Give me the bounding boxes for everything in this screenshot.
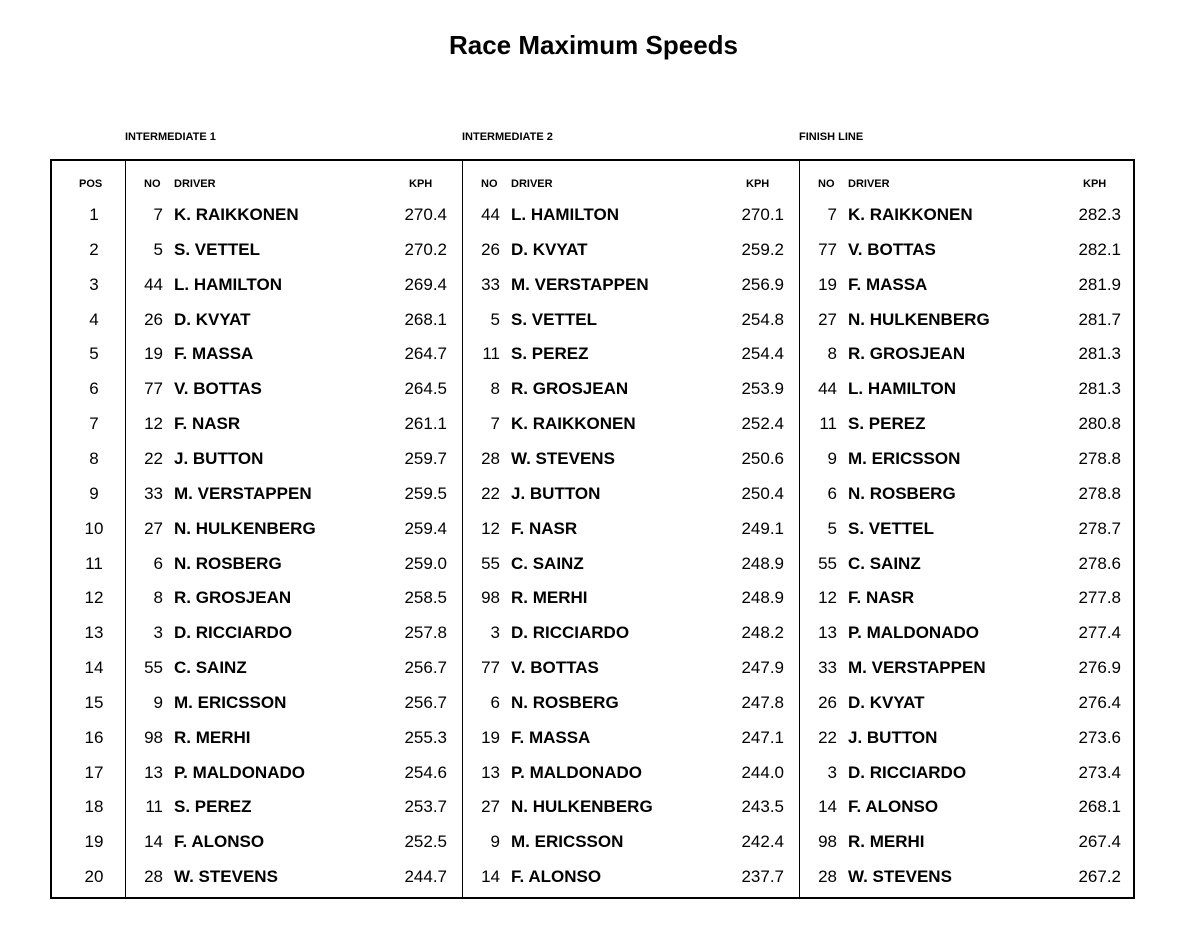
car-number-cell: 11: [482, 344, 500, 364]
car-number-cell: 7: [827, 205, 837, 224]
speeds-table: [50, 159, 1135, 899]
car-number-cell: 5: [827, 518, 837, 538]
driver-cell: S. VETTEL: [511, 309, 597, 329]
speed-cell: 273.4: [1078, 762, 1121, 782]
car-number-cell: 13: [144, 762, 163, 782]
speed-cell: 258.5: [404, 588, 447, 608]
driver-cell: D. KVYAT: [511, 239, 588, 259]
driver-cell: L. HAMILTON: [848, 379, 956, 399]
page-title: Race Maximum Speeds: [448, 30, 738, 60]
car-number-cell: 8: [490, 379, 500, 399]
driver-cell: S. PEREZ: [174, 797, 252, 817]
driver-cell: V. BOTTAS: [848, 239, 936, 259]
car-number-cell: 44: [818, 379, 837, 399]
driver-cell: N. ROSBERG: [848, 483, 956, 503]
driver-cell: N. ROSBERG: [174, 553, 282, 573]
driver-cell: D. RICCIARDO: [848, 762, 967, 782]
speed-cell: 243.5: [741, 797, 784, 817]
car-number-cell: 5: [490, 309, 500, 329]
section-label-intermediate-2: INTERMEDIATE 2: [462, 131, 553, 143]
driver-cell: K. RAIKKONEN: [848, 205, 973, 224]
speed-cell: 270.2: [404, 239, 447, 259]
speed-cell: 250.4: [741, 483, 784, 503]
position-cell: 16: [84, 727, 104, 747]
section-label-finish-line: FINISH LINE: [799, 131, 864, 143]
driver-cell: R. MERHI: [174, 727, 251, 747]
car-number-cell: 22: [144, 448, 163, 468]
car-number-cell: 98: [144, 727, 163, 747]
speed-cell: 259.7: [404, 448, 447, 468]
speed-cell: 242.4: [741, 832, 784, 852]
car-number-cell: 19: [818, 274, 837, 294]
driver-cell: W. STEVENS: [848, 867, 952, 887]
driver-cell: V. BOTTAS: [174, 379, 262, 399]
position-cell: 13: [84, 623, 104, 643]
car-number-cell: 14: [144, 832, 163, 852]
car-number-cell: 22: [481, 483, 500, 503]
position-cell: 15: [84, 692, 104, 712]
driver-cell: R. GROSJEAN: [511, 379, 629, 399]
car-number-cell: 33: [818, 658, 837, 678]
speed-cell: 254.6: [404, 762, 447, 782]
speed-cell: 255.3: [404, 727, 447, 747]
speed-cell: 247.8: [741, 692, 784, 712]
driver-cell: R. MERHI: [511, 588, 588, 608]
driver-cell: M. ERICSSON: [511, 832, 624, 852]
car-number-cell: 12: [481, 518, 500, 538]
car-number-cell: 55: [144, 658, 163, 678]
speed-cell: 264.5: [404, 379, 447, 399]
speed-cell: 252.5: [404, 832, 447, 852]
driver-cell: P. MALDONADO: [511, 762, 642, 782]
position-cell: 8: [89, 448, 99, 468]
driver-cell: M. VERSTAPPEN: [848, 658, 986, 678]
car-number-cell: 12: [144, 414, 163, 434]
driver-cell: D. KVYAT: [174, 309, 251, 329]
driver-cell: P. MALDONADO: [174, 762, 305, 782]
car-number-cell: 14: [818, 797, 837, 817]
car-number-cell: 33: [144, 483, 163, 503]
car-number-cell: 44: [481, 205, 500, 224]
speed-cell: 250.6: [741, 448, 784, 468]
car-number-cell: 27: [818, 309, 837, 329]
speed-cell: 259.0: [404, 553, 447, 573]
car-number-cell: 26: [818, 692, 837, 712]
driver-cell: W. STEVENS: [511, 448, 615, 468]
car-number-cell: 98: [818, 832, 837, 852]
driver-cell: W. STEVENS: [174, 867, 278, 887]
driver-cell: D. RICCIARDO: [511, 623, 630, 643]
position-cell: 17: [84, 762, 104, 782]
position-cell: 6: [89, 379, 99, 399]
driver-cell: F. MASSA: [174, 344, 254, 364]
speed-cell: 281.3: [1078, 379, 1121, 399]
driver-cell: K. RAIKKONEN: [511, 414, 636, 434]
car-number-cell: 6: [490, 692, 500, 712]
driver-cell: K. RAIKKONEN: [174, 205, 299, 224]
speed-cell: 256.7: [404, 692, 447, 712]
driver-cell: C. SAINZ: [848, 553, 921, 573]
car-number-cell: 26: [144, 309, 163, 329]
driver-cell: S. PEREZ: [848, 414, 926, 434]
header-driver: DRIVER: [511, 178, 553, 190]
driver-cell: D. RICCIARDO: [174, 623, 293, 643]
driver-cell: M. ERICSSON: [848, 448, 961, 468]
speed-cell: 259.5: [404, 483, 447, 503]
speed-cell: 276.9: [1078, 658, 1121, 678]
car-number-cell: 55: [818, 553, 837, 573]
speed-cell: 248.9: [741, 588, 784, 608]
driver-cell: N. ROSBERG: [511, 692, 619, 712]
speed-cell: 261.1: [404, 414, 447, 434]
car-number-cell: 7: [490, 414, 500, 434]
speed-cell: 264.7: [404, 344, 447, 364]
speed-cell: 247.1: [741, 727, 784, 747]
driver-cell: F. MASSA: [511, 727, 591, 747]
car-number-cell: 77: [818, 239, 837, 259]
column-divider: [799, 161, 800, 897]
speed-cell: 253.9: [741, 379, 784, 399]
position-cell: 3: [89, 274, 99, 294]
speed-cell: 282.3: [1078, 205, 1121, 224]
car-number-cell: 7: [153, 205, 163, 224]
speed-cell: 259.4: [404, 518, 447, 538]
car-number-cell: 28: [144, 867, 163, 887]
driver-cell: N. HULKENBERG: [174, 518, 316, 538]
car-number-cell: 55: [481, 553, 500, 573]
driver-cell: C. SAINZ: [174, 658, 247, 678]
driver-cell: V. BOTTAS: [511, 658, 599, 678]
speed-cell: 267.2: [1078, 867, 1121, 887]
header-pos: POS: [79, 178, 103, 190]
car-number-cell: 19: [481, 727, 500, 747]
speed-cell: 281.3: [1078, 344, 1121, 364]
speed-cell: 237.7: [741, 867, 784, 887]
header-kph: KPH: [746, 178, 770, 190]
car-number-cell: 13: [481, 762, 500, 782]
car-number-cell: 9: [153, 692, 163, 712]
driver-cell: L. HAMILTON: [174, 274, 282, 294]
section-label-intermediate-1: INTERMEDIATE 1: [125, 131, 216, 143]
speed-cell: 249.1: [741, 518, 784, 538]
driver-cell: J. BUTTON: [511, 483, 601, 503]
car-number-cell: 13: [818, 623, 837, 643]
car-number-cell: 33: [481, 274, 500, 294]
driver-cell: M. ERICSSON: [174, 692, 287, 712]
header-kph: KPH: [1083, 178, 1107, 190]
driver-cell: F. NASR: [511, 518, 578, 538]
driver-cell: R. GROSJEAN: [848, 344, 966, 364]
speed-cell: 278.7: [1078, 518, 1121, 538]
driver-cell: L. HAMILTON: [511, 205, 619, 224]
position-cell: 12: [84, 588, 104, 608]
position-cell: 9: [89, 483, 99, 503]
position-cell: 10: [84, 518, 104, 538]
speed-cell: 254.8: [741, 309, 784, 329]
speed-cell: 270.1: [741, 205, 784, 224]
header-kph: KPH: [409, 178, 433, 190]
driver-cell: F. ALONSO: [174, 832, 265, 852]
car-number-cell: 77: [144, 379, 163, 399]
header-driver: DRIVER: [848, 178, 890, 190]
speed-cell: 259.2: [741, 239, 784, 259]
speed-cell: 252.4: [741, 414, 784, 434]
speed-cell: 248.2: [741, 623, 784, 643]
driver-cell: S. VETTEL: [848, 518, 934, 538]
position-cell: 2: [89, 239, 99, 259]
speed-cell: 277.4: [1078, 623, 1121, 643]
driver-cell: P. MALDONADO: [848, 623, 979, 643]
driver-cell: C. SAINZ: [511, 553, 584, 573]
car-number-cell: 6: [153, 553, 163, 573]
speed-cell: 257.8: [404, 623, 447, 643]
car-number-cell: 9: [490, 832, 500, 852]
speed-cell: 268.1: [404, 309, 447, 329]
driver-cell: D. KVYAT: [848, 692, 925, 712]
driver-cell: J. BUTTON: [174, 448, 264, 468]
speed-cell: 277.8: [1078, 588, 1121, 608]
car-number-cell: 27: [481, 797, 500, 817]
speed-cell: 256.9: [741, 274, 784, 294]
position-cell: 14: [84, 658, 104, 678]
speed-cell: 276.4: [1078, 692, 1121, 712]
driver-cell: N. HULKENBERG: [848, 309, 990, 329]
position-cell: 5: [89, 344, 99, 364]
position-cell: 19: [84, 832, 104, 852]
speed-cell: 273.6: [1078, 727, 1121, 747]
car-number-cell: 8: [153, 588, 163, 608]
speed-cell: 270.4: [404, 205, 447, 224]
car-number-cell: 9: [827, 448, 837, 468]
speed-cell: 254.4: [741, 344, 784, 364]
speed-cell: 244.0: [741, 762, 784, 782]
position-cell: 1: [89, 205, 99, 224]
speed-cell: 268.1: [1078, 797, 1121, 817]
driver-cell: R. GROSJEAN: [174, 588, 292, 608]
car-number-cell: 6: [827, 483, 837, 503]
driver-cell: F. NASR: [174, 414, 241, 434]
driver-cell: S. VETTEL: [174, 239, 260, 259]
header-no: NO: [481, 178, 498, 190]
car-number-cell: 28: [481, 448, 500, 468]
driver-cell: J. BUTTON: [848, 727, 938, 747]
car-number-cell: 26: [481, 239, 500, 259]
driver-cell: F. MASSA: [848, 274, 928, 294]
speed-cell: 253.7: [404, 797, 447, 817]
position-cell: 7: [89, 414, 99, 434]
speed-cell: 278.8: [1078, 448, 1121, 468]
speed-cell: 278.6: [1078, 553, 1121, 573]
car-number-cell: 12: [818, 588, 837, 608]
driver-cell: F. NASR: [848, 588, 915, 608]
speed-cell: 267.4: [1078, 832, 1121, 852]
driver-cell: M. VERSTAPPEN: [174, 483, 312, 503]
speed-cell: 282.1: [1078, 239, 1121, 259]
car-number-cell: 28: [818, 867, 837, 887]
car-number-cell: 98: [481, 588, 500, 608]
speed-cell: 280.8: [1078, 414, 1121, 434]
driver-cell: M. VERSTAPPEN: [511, 274, 649, 294]
position-cell: 20: [84, 867, 104, 887]
driver-cell: F. ALONSO: [848, 797, 939, 817]
car-number-cell: 22: [818, 727, 837, 747]
car-number-cell: 8: [827, 344, 837, 364]
speed-cell: 281.7: [1078, 309, 1121, 329]
car-number-cell: 14: [481, 867, 500, 887]
position-cell: 11: [85, 553, 103, 573]
position-cell: 18: [84, 797, 104, 817]
car-number-cell: 3: [827, 762, 837, 782]
header-no: NO: [818, 178, 835, 190]
car-number-cell: 77: [481, 658, 500, 678]
column-divider: [125, 161, 126, 897]
car-number-cell: 11: [819, 414, 837, 434]
speed-cell: 269.4: [404, 274, 447, 294]
speed-cell: 247.9: [741, 658, 784, 678]
driver-cell: S. PEREZ: [511, 344, 589, 364]
driver-cell: N. HULKENBERG: [511, 797, 653, 817]
car-number-cell: 11: [145, 797, 163, 817]
car-number-cell: 19: [144, 344, 163, 364]
car-number-cell: 3: [153, 623, 163, 643]
column-divider: [462, 161, 463, 897]
speed-cell: 281.9: [1078, 274, 1121, 294]
car-number-cell: 27: [144, 518, 163, 538]
car-number-cell: 5: [153, 239, 163, 259]
position-cell: 4: [89, 309, 99, 329]
driver-cell: F. ALONSO: [511, 867, 602, 887]
header-no: NO: [144, 178, 161, 190]
speed-cell: 278.8: [1078, 483, 1121, 503]
car-number-cell: 44: [144, 274, 163, 294]
header-driver: DRIVER: [174, 178, 216, 190]
speed-cell: 244.7: [404, 867, 447, 887]
driver-cell: R. MERHI: [848, 832, 925, 852]
speed-cell: 248.9: [741, 553, 784, 573]
car-number-cell: 3: [490, 623, 500, 643]
speed-cell: 256.7: [404, 658, 447, 678]
